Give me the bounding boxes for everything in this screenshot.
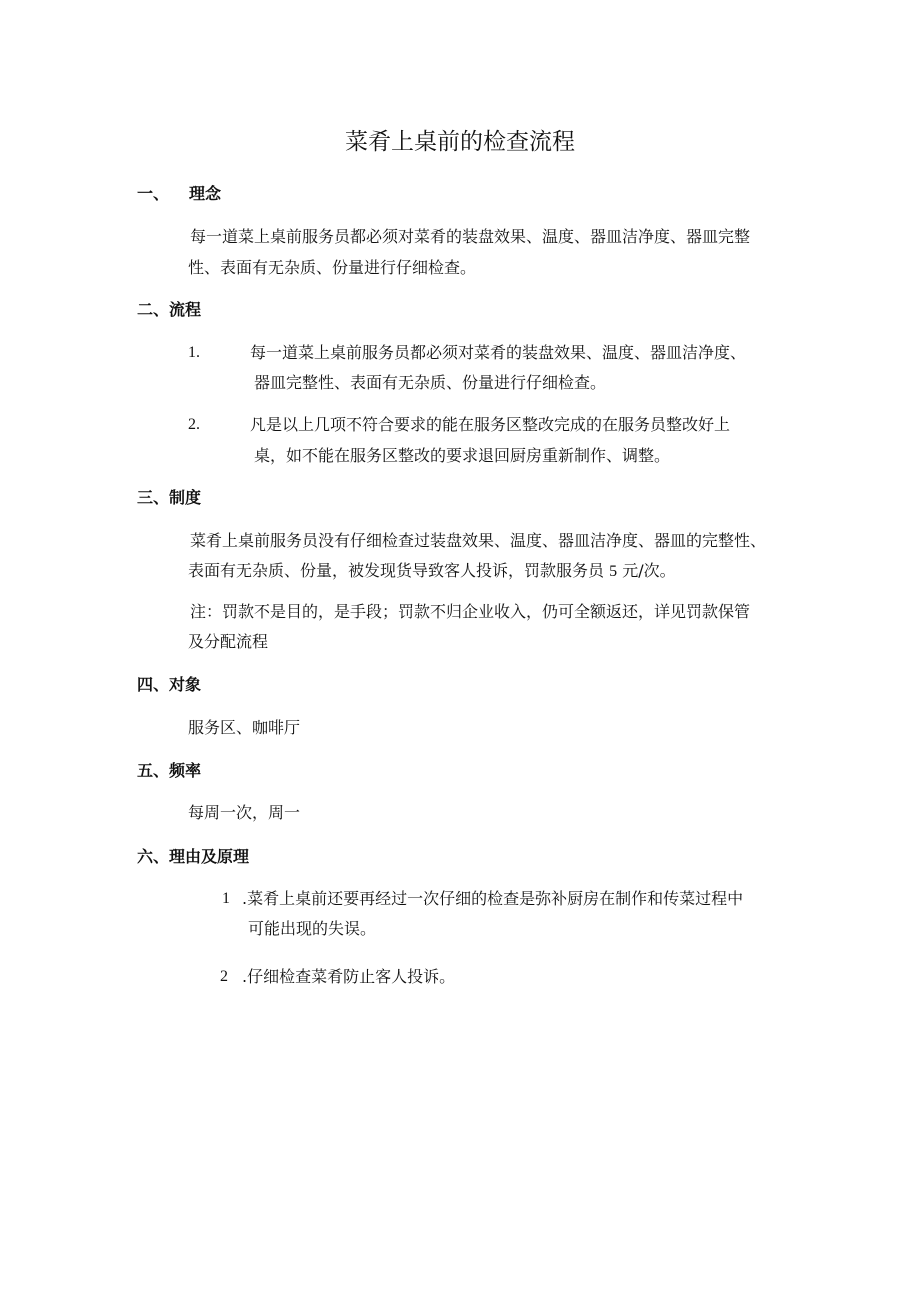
section-2-heading: 二、流程 — [137, 300, 202, 319]
page-title: 菜肴上桌前的检查流程 — [345, 129, 575, 155]
section-2-item-1-line-1: 每一道菜上桌前服务员都必须对菜肴的装盘效果、温度、器皿洁净度、 — [250, 343, 747, 362]
fine-unit: 元/次。 — [622, 561, 676, 580]
section-1-heading — [137, 182, 221, 206]
section-4-heading: 四、对象 — [137, 675, 202, 694]
section-6-item-1-line-2: 可能出现的失误。 — [248, 919, 377, 938]
section-3-line-2-prefix: 表面有无杂质、份量，被发现货导致客人投诉，罚款服务员 — [188, 561, 605, 580]
section-1-paragraph-line-1: 每一道菜上桌前服务员都必须对菜肴的装盘效果、温度、器皿洁净度、器皿完整 — [190, 227, 751, 246]
section-6-heading: 六、理由及原理 — [137, 847, 250, 866]
section-2-item-2-line-2: 桌，如不能在服务区整改的要求退回厨房重新制作、调整。 — [254, 446, 671, 465]
section-2-item-1-line-2: 器皿完整性、表面有无杂质、份量进行仔细检查。 — [254, 373, 607, 392]
section-6-item-1-line-1: .菜肴上桌前还要再经过一次仔细的检查是弥补厨房在制作和传菜过程中 — [242, 889, 744, 908]
section-1-paragraph-line-2: 性、表面有无杂质、份量进行仔细检查。 — [188, 258, 477, 277]
section-1-title: 理念 — [189, 184, 222, 203]
section-6-item-2-number: 2 — [220, 968, 228, 985]
section-6-item-1-number: 1 — [222, 890, 230, 907]
section-3-note-line-2: 及分配流程 — [188, 632, 269, 651]
section-2-item-2-number: 2. — [188, 416, 200, 433]
section-3-paragraph-line-1: 菜肴上桌前服务员没有仔细检查过装盘效果、温度、器皿洁净度、器皿的完整性、 — [190, 531, 767, 550]
section-5-text: 每周一次，周一 — [188, 803, 301, 822]
section-3-heading: 三、制度 — [137, 488, 202, 507]
section-3-paragraph-line-2 — [188, 559, 676, 584]
section-4-text: 服务区、咖啡厅 — [188, 718, 301, 737]
section-3-note-line-1: 注：罚款不是目的，是手段；罚款不归企业收入，仍可全额返还，详见罚款保管 — [190, 602, 751, 621]
section-5-heading: 五、频率 — [137, 761, 202, 780]
section-2-item-1-number: 1. — [188, 344, 200, 361]
section-2-item-2-line-1: 凡是以上几项不符合要求的能在服务区整改完成的在服务员整改好上 — [250, 415, 731, 434]
section-6-item-2-line-1: .仔细检查菜肴防止客人投诉。 — [242, 967, 456, 986]
fine-amount: 5 — [609, 563, 618, 580]
section-1-number: 一、 — [137, 184, 170, 203]
